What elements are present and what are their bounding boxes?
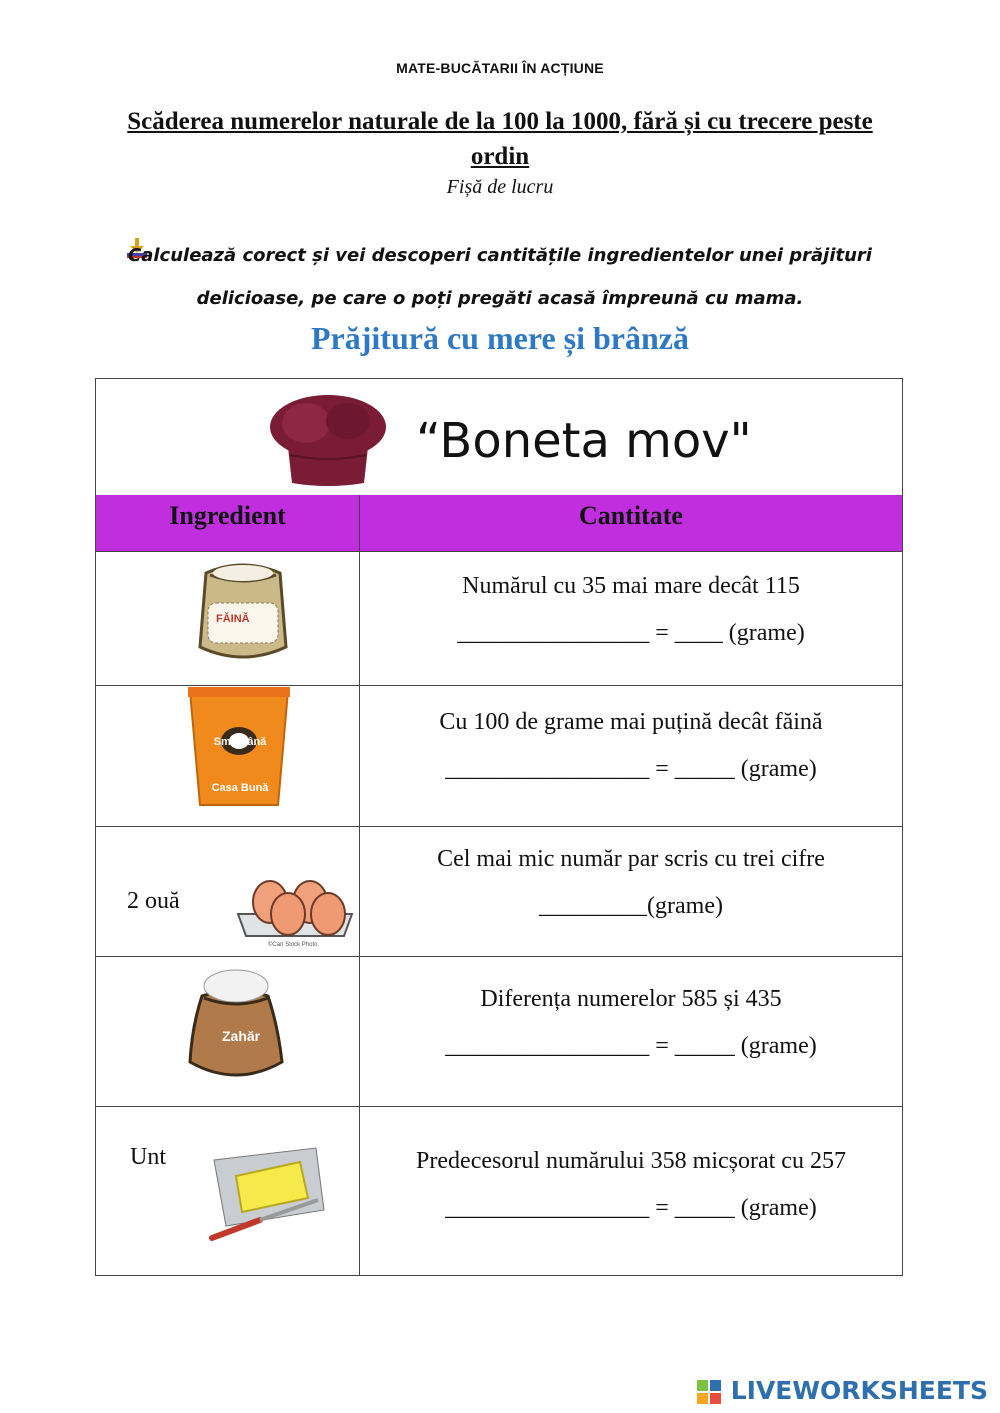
table-row (96, 826, 902, 957)
worksheet-title: Scăderea numerelor naturale de la 100 la 1000, fără și cu trecere peste ordin (127, 108, 873, 170)
banner-title: “Boneta mov" (416, 413, 752, 469)
stock-photo-credit: ©Can Stock Photo (268, 942, 318, 948)
column-header-ingredient: Ingredient (169, 501, 286, 530)
table-banner (96, 379, 902, 496)
table-row (96, 956, 902, 1107)
table-header-row (96, 495, 902, 552)
sugar-label: Zahăr (222, 1028, 261, 1044)
worksheet-series-title: MATE-BUCĂTARII ÎN ACȚIUNE (396, 60, 604, 76)
flour-sack-icon (188, 557, 298, 665)
egg-carton-icon (232, 870, 358, 946)
question-text: Cel mai mic număr par scris cu trei cifre (437, 846, 825, 872)
table-row (96, 685, 902, 827)
sugar-sack-icon (182, 966, 288, 1084)
answer-line[interactable]: _________________ = _____ (grame) (445, 1033, 817, 1059)
liveworksheets-logo-text: LIVEWORKSHEETS (730, 1376, 988, 1405)
liveworksheets-mark-icon (696, 1379, 722, 1405)
question-text: Numărul cu 35 mai mare decât 115 (462, 573, 800, 599)
recipe-title: Prăjitură cu mere și brânză (311, 320, 689, 356)
table-row (96, 1106, 902, 1276)
chef-hat-icon (266, 393, 391, 487)
question-text: Diferența numerelor 585 și 435 (480, 986, 782, 1012)
liveworksheets-logo (696, 1376, 988, 1410)
eggs-label: 2 ouă (127, 888, 180, 914)
answer-line[interactable]: ________________ = ____ (grame) (457, 620, 805, 646)
worksheet-subtitle: Fișă de lucru (446, 176, 554, 198)
instruction-text: Calculează corect și vei descoperi cantitățile ingredientelor unei prăjituri delicioase, pe care o poți pregăti acasă împreună cu mama. (128, 245, 872, 309)
recipe-table (95, 378, 903, 1276)
butter-label: Unt (130, 1144, 166, 1170)
cream-label: Smântână Casa Bună (211, 736, 269, 794)
column-header-quantity: Cantitate (579, 501, 683, 530)
question-text: Cu 100 de grame mai puțină decât făină (439, 709, 823, 735)
question-text: Predecesorul numărului 358 micșorat cu 257 (416, 1148, 846, 1174)
table-row (96, 551, 902, 686)
flour-label: FĂINĂ (216, 613, 250, 625)
answer-line[interactable]: _________________ = _____ (grame) (445, 1195, 817, 1221)
answer-line[interactable]: _________(grame) (539, 893, 723, 919)
butter-knife-icon (208, 1140, 330, 1244)
answer-line[interactable]: _________________ = _____ (grame) (445, 756, 817, 782)
